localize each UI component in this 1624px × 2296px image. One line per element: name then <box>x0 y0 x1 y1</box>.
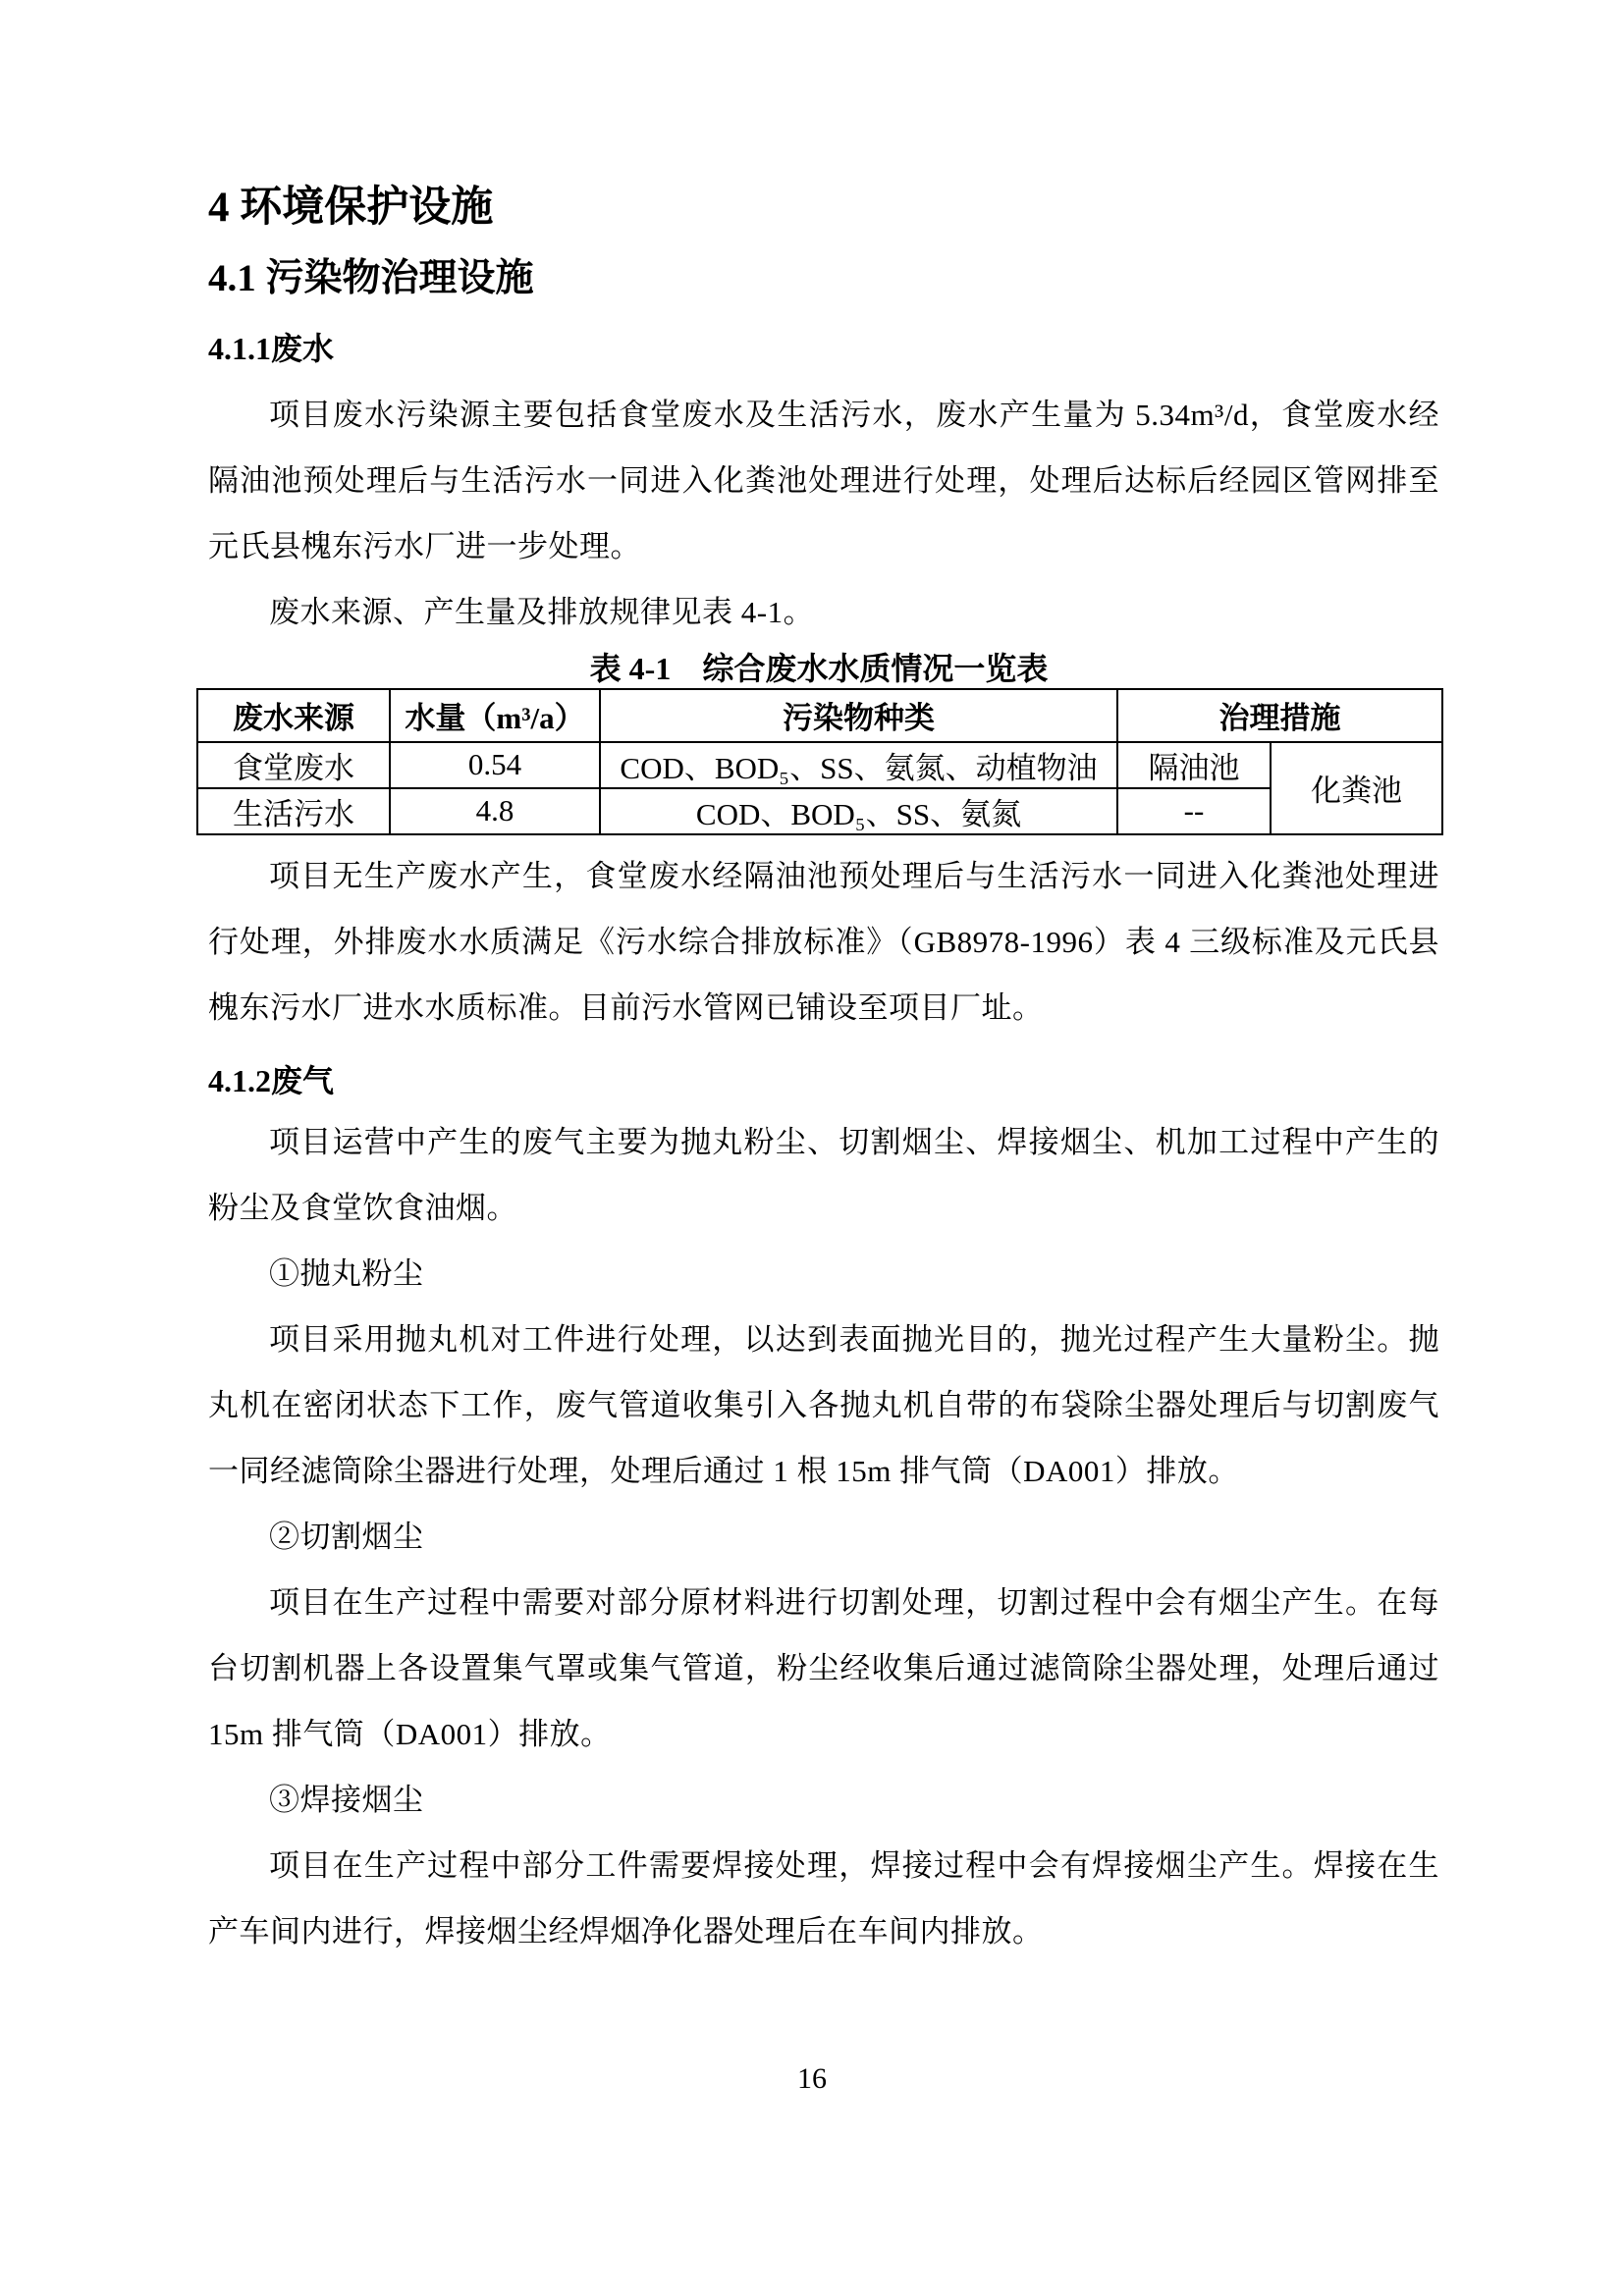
table-row-domestic <box>197 788 1442 834</box>
paragraph-wastewater-intro: 项目废水污染源主要包括食堂废水及生活污水，废水产生量为 5.34m³/d，食堂废水经隔油池预处理后与生活污水一同进入化粪池处理进行处理，处理后达标后经园区管网排至元氏县槐东污水厂进一步处理。 <box>208 397 1439 563</box>
paragraph-table-reference: 废水来源、产生量及排放规律见表 4-1。 <box>269 594 815 629</box>
table-caption: 表 4-1 综合废水水质情况一览表 <box>589 650 1049 686</box>
cell-canteen-treatment1: 隔油池 <box>1117 742 1271 788</box>
paragraph-cutting-fume: 项目在生产过程中需要对部分原材料进行切割处理，切割过程中会有烟尘产生。在每台切割机器上各设置集气罩或集气管道，粉尘经收集后通过滤筒除尘器处理，处理后通过 15m 排气筒（DA001）排放。 <box>208 1585 1439 1752</box>
cell-domestic-volume: 4.8 <box>390 788 600 834</box>
cell-canteen-volume: 0.54 <box>390 742 600 788</box>
page-number: 16 <box>797 2062 827 2095</box>
item-heading-shot-blasting-dust: ①抛丸粉尘 <box>269 1256 424 1292</box>
table-row-canteen <box>197 742 1442 788</box>
item-heading-cutting-fume: ②切割烟尘 <box>269 1520 424 1555</box>
cell-domestic-pollutants: COD、BOD₅、SS、氨氮 <box>600 788 1117 834</box>
cell-canteen-source: 食堂废水 <box>197 742 390 788</box>
heading-chapter: 4 环境保护设施 <box>208 185 494 231</box>
cell-domestic-source: 生活污水 <box>197 788 390 834</box>
item-heading-welding-fume: ③焊接烟尘 <box>269 1783 424 1818</box>
column-header-volume: 水量（m³/a） <box>390 689 600 742</box>
column-header-pollutants: 污染物种类 <box>600 689 1117 742</box>
heading-subsection-wastewater: 4.1.1废水 <box>208 331 335 367</box>
paragraph-welding-fume: 项目在生产过程中部分工件需要焊接处理，焊接过程中会有焊接烟尘产生。焊接在生产车间内进行，焊接烟尘经焊烟净化器处理后在车间内排放。 <box>208 1848 1439 1949</box>
cell-domestic-treatment1: -- <box>1117 788 1271 834</box>
paragraph-wastewater-after-table: 项目无生产废水产生，食堂废水经隔油池预处理后与生活污水一同进入化粪池处理进行处理，外排废水水质满足《污水综合排放标准》（GB8978-1996）表 4 三级标准及元氏县槐东污水厂进水水质标准。目前污水管网已铺设至项目厂址。 <box>208 858 1439 1025</box>
wastewater-quality-table <box>196 688 1443 835</box>
heading-subsection-waste-gas: 4.1.2废气 <box>208 1062 335 1098</box>
column-header-source: 废水来源 <box>197 689 390 742</box>
paragraph-waste-gas-intro: 项目运营中产生的废气主要为抛丸粉尘、切割烟尘、焊接烟尘、机加工过程中产生的粉尘及食堂饮食油烟。 <box>208 1125 1439 1226</box>
column-header-treatment: 治理措施 <box>1117 689 1442 742</box>
cell-shared-treatment2: 化粪池 <box>1271 742 1442 834</box>
heading-section: 4.1 污染物治理设施 <box>208 256 534 299</box>
table-header-row <box>197 689 1442 742</box>
paragraph-shot-blasting-dust: 项目采用抛丸机对工件进行处理，以达到表面抛光目的，抛光过程产生大量粉尘。抛丸机在密闭状态下工作，废气管道收集引入各抛丸机自带的布袋除尘器处理后与切割废气一同经滤筒除尘器进行处理，处理后通过 1 根 15m 排气筒（DA001）排放。 <box>208 1322 1439 1489</box>
cell-canteen-pollutants: COD、BOD₅、SS、氨氮、动植物油 <box>600 742 1117 788</box>
